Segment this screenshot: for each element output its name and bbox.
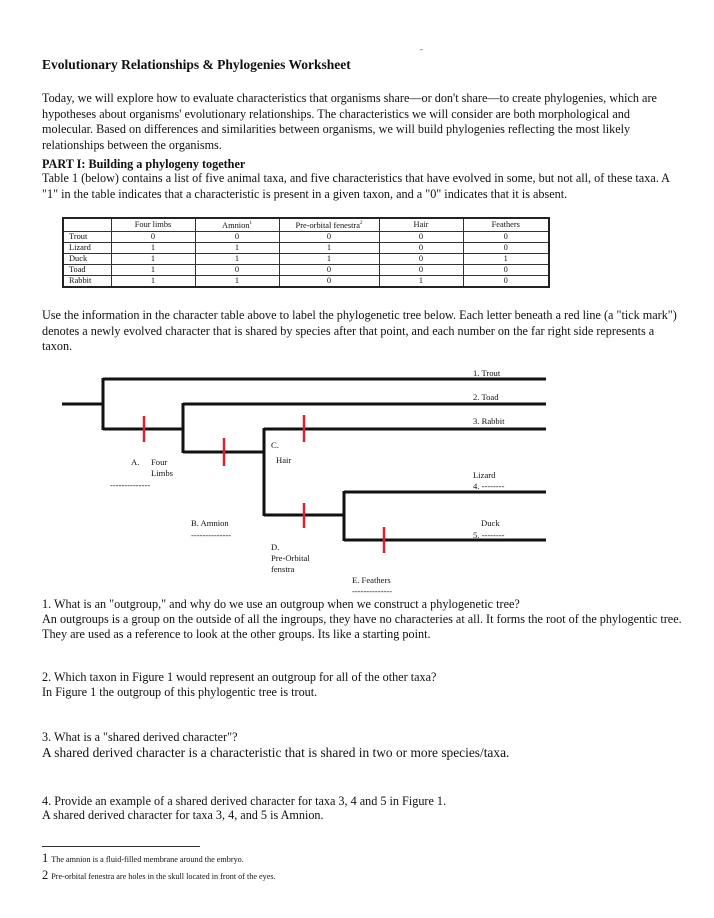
question-3: 3. What is a "shared derived character"? xyxy=(42,730,238,744)
table-row xyxy=(63,275,549,287)
table-cell: 0 xyxy=(379,264,463,275)
part1-heading: PART I: Building a phylogeny together xyxy=(42,157,246,171)
taxon-label-1: 1. Trout xyxy=(473,368,501,378)
char-c-name: Hair xyxy=(276,455,292,465)
table-cell: 1 xyxy=(195,242,279,253)
char-e-blank: -------------- xyxy=(352,586,393,596)
answer-1: An outgroups is a group on the outside of all the ingroups, they have no characteries at all. It forms the root of the phylogentic tree. They are used as a reference to look at the other groups. Its like a starting point. xyxy=(42,612,682,641)
table-cell: 1 xyxy=(111,264,195,275)
character-table xyxy=(62,217,550,288)
table-cell: 0 xyxy=(379,242,463,253)
char-d-letter: D. xyxy=(271,542,280,552)
footnote-1 xyxy=(42,851,244,866)
footnote-2 xyxy=(42,868,276,883)
table-cell: 0 xyxy=(195,264,279,275)
table-cell: 1 xyxy=(279,242,379,253)
table-corner xyxy=(63,218,111,231)
answer-4: A shared derived character for taxa 3, 4, and 5 is Amnion. xyxy=(42,808,324,822)
answer-2: In Figure 1 the outgroup of this phylogentic tree is trout. xyxy=(42,685,318,699)
part1-text: Table 1 (below) contains a list of five animal taxa, and five characteristics that have evolved in some, but not all, of these taxa. A "1" in the table indicates that a characteristic is present in a given taxon, and a "0" indicates that it is absent. xyxy=(42,171,670,201)
table-cell: 1 xyxy=(111,253,195,264)
tree-instructions: Use the information in the character table above to label the phylogenetic tree below. Each letter beneath a red line (a "tick mark") denotes a newly evolved character that is shared by species after that point, and each number on the far right side represents a taxon. xyxy=(42,308,677,354)
table-cell: 0 xyxy=(111,231,195,242)
char-a-letter: A. xyxy=(131,457,140,467)
header-mark: - xyxy=(420,44,423,54)
row-taxon: Toad xyxy=(63,264,111,275)
col-header-four-limbs: Four limbs xyxy=(111,218,195,231)
phylogenetic-tree xyxy=(0,360,714,600)
table-cell: 0 xyxy=(279,231,379,242)
page-title: Evolutionary Relationships & Phylogenies Worksheet xyxy=(42,57,351,72)
col-header-feathers: Feathers xyxy=(463,218,549,231)
footnote-number: 1 xyxy=(42,851,49,865)
taxon-name-5: Duck xyxy=(481,518,500,528)
char-c-letter: C. xyxy=(271,440,279,450)
table-cell: 1 xyxy=(195,253,279,264)
taxon-label-2: 2. Toad xyxy=(473,392,499,402)
table-cell: 0 xyxy=(379,253,463,264)
row-taxon: Duck xyxy=(63,253,111,264)
table-cell: 0 xyxy=(463,275,549,287)
char-a-line1: Four xyxy=(151,457,168,467)
table-cell: 1 xyxy=(279,253,379,264)
col-header-amnion: Amnion$^1$ xyxy=(195,218,279,231)
footnote-divider xyxy=(42,846,200,847)
footnote-text: The amnion is a fluid-filled membrane around the embryo. xyxy=(51,855,244,864)
taxon-label-3: 3. Rabbit xyxy=(473,416,505,426)
table-row xyxy=(63,231,549,242)
table-cell: 0 xyxy=(279,275,379,287)
table-cell: 0 xyxy=(463,264,549,275)
answer-3: A shared derived character is a characteristic that is shared in two or more species/taxa. xyxy=(42,745,510,760)
table-cell: 1 xyxy=(111,242,195,253)
table-row xyxy=(63,253,549,264)
taxon-label-4: 4. -------- xyxy=(473,481,505,491)
char-d-line1: Pre-Orbital xyxy=(271,553,310,563)
table-cell: 0 xyxy=(279,264,379,275)
char-b-blank: -------------- xyxy=(191,530,232,540)
question-4: 4. Provide an example of a shared derived character for taxa 3, 4 and 5 in Figure 1. xyxy=(42,794,447,808)
char-a-line2: Limbs xyxy=(151,468,173,478)
char-e-label: E. Feathers xyxy=(352,575,391,585)
row-taxon: Rabbit xyxy=(63,275,111,287)
table-cell: 1 xyxy=(379,275,463,287)
table-cell: 0 xyxy=(195,231,279,242)
table-row xyxy=(63,242,549,253)
row-taxon: Lizard xyxy=(63,242,111,253)
table-cell: 0 xyxy=(463,242,549,253)
table-cell: 1 xyxy=(195,275,279,287)
taxon-label-5: 5. -------- xyxy=(473,530,505,540)
col-header-preorbital: Pre-orbital fenestra$^2$ xyxy=(279,218,379,231)
table-row xyxy=(63,264,549,275)
row-taxon: Trout xyxy=(63,231,111,242)
char-a-blank: -------------- xyxy=(110,480,151,490)
question-2: 2. Which taxon in Figure 1 would represent an outgroup for all of the other taxa? xyxy=(42,670,437,684)
char-b-label: B. Amnion xyxy=(191,518,229,528)
col-header-hair: Hair xyxy=(379,218,463,231)
table-cell: 1 xyxy=(463,253,549,264)
char-d-line2: fenstra xyxy=(271,564,295,574)
table-header-row xyxy=(63,218,549,231)
table-cell: 1 xyxy=(111,275,195,287)
footnote-text: Pre-orbital fenestra are holes in the skull located in front of the eyes. xyxy=(51,872,276,881)
table-cell: 0 xyxy=(379,231,463,242)
table-cell: 0 xyxy=(463,231,549,242)
taxon-name-4: Lizard xyxy=(473,470,496,480)
intro-paragraph: Today, we will explore how to evaluate characteristics that organisms share—or don't share—to create phylogenies, which are hypotheses about organisms' evolutionary relationships. The characteristics we will consider are both morphological and molecular. Based on differences and similarities between organisms, we will build phylogenies reflecting the most likely relationships between the organisms. xyxy=(42,91,657,152)
question-1: 1. What is an "outgroup," and why do we use an outgroup when we construct a phylogenetic tree? xyxy=(42,597,520,611)
footnote-number: 2 xyxy=(42,868,49,882)
